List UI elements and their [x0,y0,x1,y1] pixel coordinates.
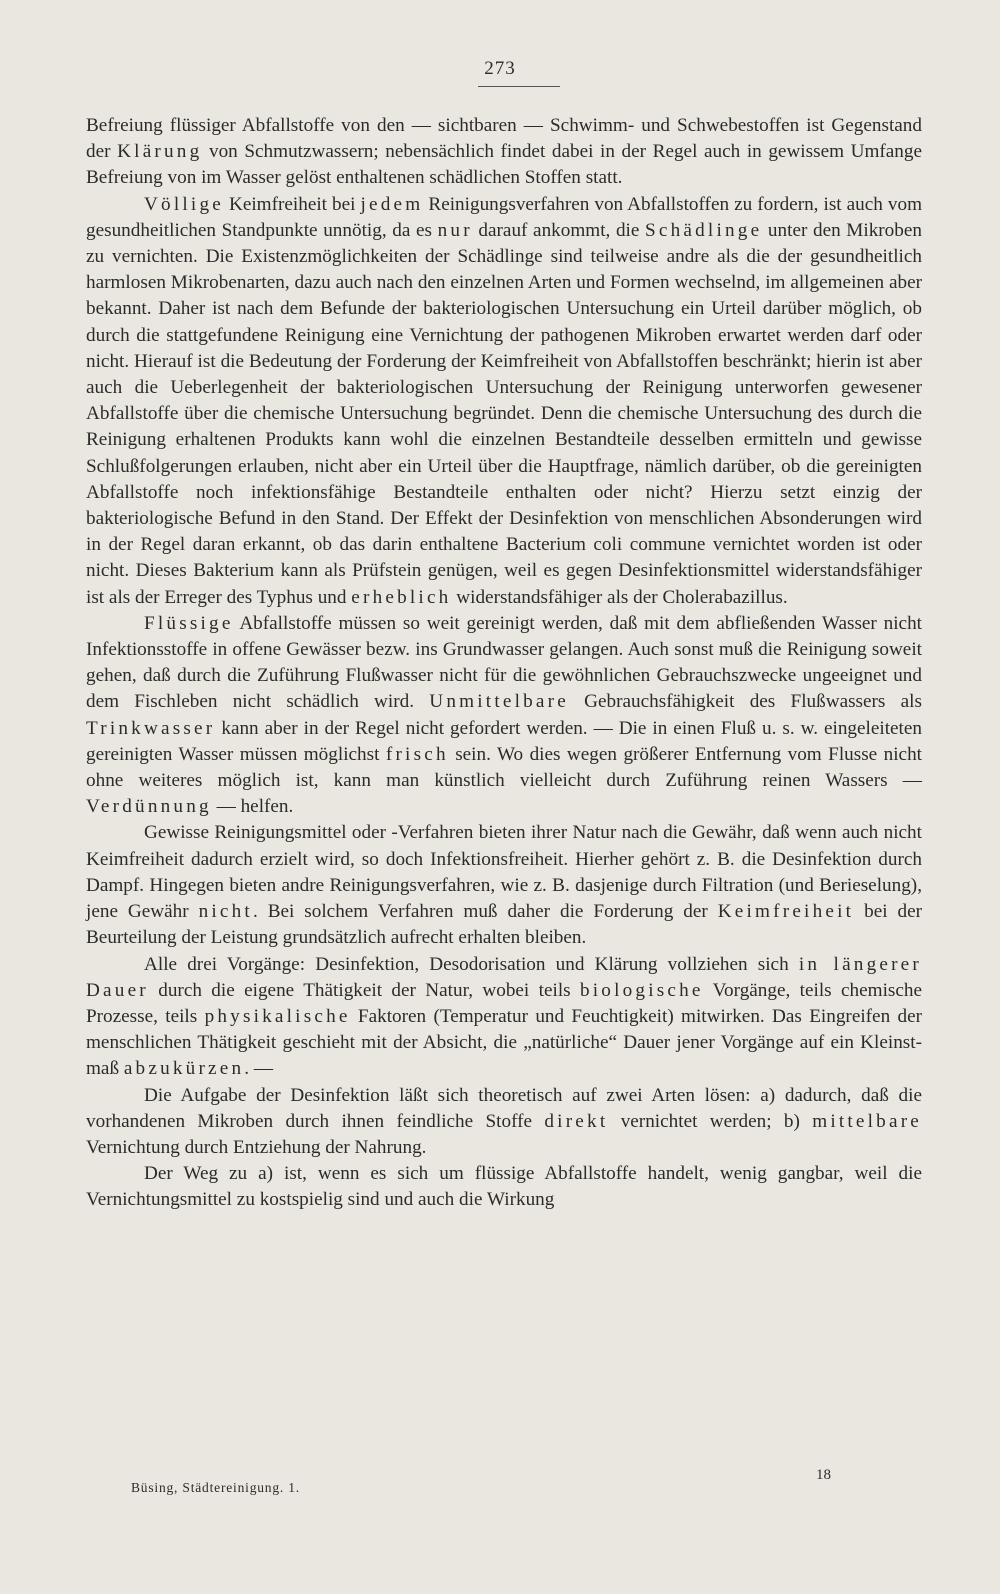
text-run: Die Aufgabe der Desinfektion läßt sich theoretisch auf zwei Arten lösen: a) dadurch, daß die vorhandenen Mikroben durch ihnen feindliche Stoffe [86,1084,922,1132]
text-run: Reinigungsverfahren von Abfallstoffen zu fordern, ist auch vom gesundheitlichen Standpunkte unnötig, da es [86,193,923,241]
spaced-emphasis: jedem [360,193,424,215]
text-run: Der Weg zu a) ist, wenn es sich um flüssige Abfallstoffe handelt, wenig gangbar, weil die Vernichtungsmittel zu kostspielig sind und auch die Wirkung [86,1163,922,1211]
text-run: von Schmutzwassern; nebensächlich findet dabei in der Regel auch in gewissem Umfange Befreiung von im Wasser gelöst enthaltenen schädlichen Stoffen statt. [86,141,922,189]
spaced-emphasis: nur [437,219,473,241]
spaced-emphasis: biologische [579,979,704,1001]
text-run: Vorgänge, teils chemische Prozesse, teils [86,979,922,1027]
text-run: darauf ankommt, die [472,219,646,241]
spaced-emphasis: direkt [544,1110,609,1132]
spaced-emphasis: nicht [198,901,253,923]
spaced-emphasis: mittelbare [812,1110,922,1132]
paragraph [86,113,922,192]
paragraph [86,1161,922,1213]
paragraph [86,192,922,611]
text-run: bei der Beurteilung der Leistung grundsätzlich aufrecht erhalten bleiben. [86,901,922,949]
paragraph [86,952,922,1083]
spaced-emphasis: erheblich [351,586,452,608]
text-run: widerstandsfähiger als der Cholerabazillus. [451,586,788,608]
text-run: — helfen. [211,796,294,818]
text-run: vernichtet werden; b) [608,1110,813,1132]
text-run: . — [244,1058,274,1080]
spaced-emphasis: Klärung [117,141,203,163]
paragraph [86,820,922,951]
text-run: Vernichtung durch Entziehung der Nahrung. [86,1136,427,1158]
text-run: kann aber in der Regel nicht gefordert werden. — Die in einen Fluß u. s. w. eingeleiteten gereinigten Wasser müssen möglichst [86,717,922,765]
spaced-emphasis: in längerer Dauer [86,953,922,1001]
spaced-emphasis: abzukürzen [123,1058,245,1080]
body-text [86,113,922,1214]
printer-signature: Büsing, Städtereinigung. 1. [131,1480,300,1495]
text-run: Faktoren (Temperatur und Feuchtigkeit) mitwirken. Das Eingreifen der menschlichen Thätigkeit geschieht mit der Absicht, die „natürliche“ Dauer jener Vorgänge auf ein Kleinstmaß [86,1005,922,1080]
text-run: Keimfreiheit bei [223,193,361,215]
text-run: Gebrauchsfähigkeit des Flußwassers als [568,691,922,713]
text-run: Gewisse Reinigungsmittel oder -Verfahren bieten ihrer Natur nach die Gewähr, daß wenn auch nicht Keimfreiheit dadurch erzielt wird, so doch Infektionsfreiheit. Hierher gehört z. B. die Desinfektion durch Dampf. Hingegen bieten andre Reinigungsverfahren, wie z. B. dasjenige durch Filtration (und Berieselung), jene Gewähr [86,822,922,923]
text-run: unter den Mikroben zu vernichten. Die Existenzmöglichkeiten der Schädlinge sind teilweise andre als die der gesundheitlich harmlosen Mikrobenarten, dazu auch nach den einzelnen Arten und Formen wechselnd, im allgemeinen aber bekannt. Daher ist nach dem Befunde der bakteriologischen Untersuchung ein Urteil darüber möglich, ob durch die stattgefundene Reinigung eine Vernichtung der pathogenen Mikroben erwartet werden darf oder nicht. Hierauf ist die Bedeutung der Forderung der Keimfreiheit von Abfallstoffen beschränkt; hierin ist aber auch die Ueberlegenheit der bakteriologischen Untersuchung der Reinigung unterworfen gewesener Abfallstoffe über die chemische Untersuchung begründet. Denn die chemische Untersuchung des durch die Reinigung erhaltenen Produkts kann wohl die einzelnen Bestandteile desselben ermitteln und gewisse Schlußfolgerungen erlauben, nicht aber ein Urteil über die Hauptfrage, nämlich darüber, ob die gereinigten Abfallstoffe noch infektionsfähige Bestandteile enthalten oder nicht? Hierzu setzt einzig der bakteriologische Befund in den Stand. Der Effekt der Desinfektion von menschlichen Absonderungen wird in der Regel daran erkannt, ob das darin enthaltene Bacterium coli commune vernichtet worden ist oder nicht. Dieses Bakterium kann als Prüfstein genügen, weil es gegen Desinfektionsmittel widerstandsfähiger ist als der Erreger des Typhus und [86,219,922,608]
text-run: durch die eigene Thätigkeit der Natur, wobei teils [148,979,580,1001]
spaced-emphasis: Flüssige [144,612,234,634]
text-run: . Bei solchem Verfahren muß daher die Forderung der [252,901,718,923]
page-number: 273 [484,58,516,79]
spaced-emphasis: Unmittelbare [429,691,569,713]
spaced-emphasis: Völlige [144,193,224,215]
text-run: Befreiung flüssiger Abfallstoffe von den — sichtbaren — Schwimm- und Schwebestoffen ist Gegenstand der [86,115,922,163]
spaced-emphasis: Verdünnung [86,796,212,818]
spaced-emphasis: Keimfreiheit [717,901,855,923]
spaced-emphasis: frisch [385,743,449,765]
spaced-emphasis: Schädlinge [645,219,763,241]
text-run: sein. Wo dies wegen größerer Entfernung vom Flusse nicht ohne weiteres möglich ist, kann man künstlich vielleicht durch Zuführung reinen Wassers — [86,743,922,792]
paragraph [86,1083,922,1162]
spaced-emphasis: physikalische [204,1005,351,1027]
sheet-mark: 18 [816,1467,831,1483]
text-run: Alle drei Vorgänge: Desinfektion, Desodorisation und Klärung vollziehen sich [144,953,799,975]
paragraph [86,611,922,821]
text-run: Abfallstoffe müssen so weit gereinigt werden, daß mit dem abfließenden Wasser nicht Infektionsstoffe in offene Gewässer bezw. ins Grundwasser gelangen. Auch sonst muß die Reinigung soweit gehen, daß durch die Zuführung Flußwasser nicht für die gewöhnlichen Gebrauchszwecke ungeeignet und dem Fischleben nicht schädlich wird. [86,612,922,713]
spaced-emphasis: Trinkwasser [86,717,216,739]
page-number-rule [478,86,560,87]
